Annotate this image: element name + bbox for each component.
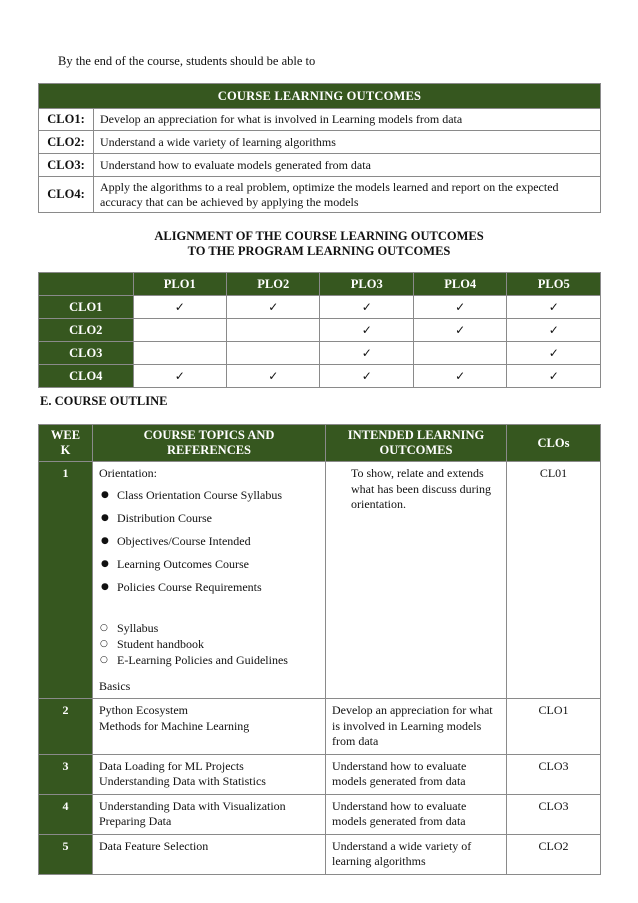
course-outline-table xyxy=(38,424,601,875)
plo-column-header: PLO4 xyxy=(413,273,506,296)
ilo-cell: Understand how to evaluate models generated from data xyxy=(326,794,507,834)
clo-row-header: CLO1 xyxy=(39,296,134,319)
check-mark-icon: ✓ xyxy=(268,299,279,314)
alignment-cell xyxy=(320,365,413,388)
alignment-cell xyxy=(507,365,601,388)
week-number: 1 xyxy=(39,462,93,699)
clo-row-header: CLO4 xyxy=(39,365,134,388)
ilo-header-line2: OUTCOMES xyxy=(379,443,453,457)
plo-column-header: PLO1 xyxy=(133,273,226,296)
check-mark-icon: ✓ xyxy=(548,299,559,314)
clo-description: Understand a wide variety of learning algorithms xyxy=(94,131,601,154)
topic-line: Understanding Data with Statistics xyxy=(99,774,266,788)
orientation-heading: Orientation: xyxy=(99,466,157,480)
list-item: ● Distribution Course xyxy=(99,511,319,534)
topic-line: Data Feature Selection xyxy=(99,838,209,853)
ilo-cell: Understand how to evaluate models generated from data xyxy=(326,754,507,794)
check-mark-icon: ✓ xyxy=(548,345,559,360)
check-mark-icon: ✓ xyxy=(268,368,279,383)
check-mark-icon: ✓ xyxy=(361,345,372,360)
check-mark-icon: ✓ xyxy=(455,322,466,337)
week-number: 3 xyxy=(39,754,93,794)
orientation-bullet-list xyxy=(99,488,319,603)
topics-cell xyxy=(93,834,326,874)
alignment-cell xyxy=(133,365,226,388)
clo-description: Develop an appreciation for what is involved in Learning models from data xyxy=(94,109,601,131)
clo-description: Apply the algorithms to a real problem, optimize the models learned and report on the expected accuracy that can be achieved by applying the models xyxy=(94,177,601,213)
alignment-title-line1: ALIGNMENT OF THE COURSE LEARNING OUTCOMES xyxy=(154,229,484,243)
check-mark-icon: ✓ xyxy=(361,322,372,337)
alignment-cell xyxy=(133,296,226,319)
list-item: ○ Student handbook xyxy=(99,637,319,653)
clo-row-header: CLO3 xyxy=(39,342,134,365)
week-number: 4 xyxy=(39,794,93,834)
clos-column-header: CLOs xyxy=(507,425,601,462)
plo-column-header: PLO2 xyxy=(227,273,320,296)
check-mark-icon: ✓ xyxy=(361,368,372,383)
list-item: ● Objectives/Course Intended xyxy=(99,534,319,557)
list-item: ● Class Orientation Course Syllabus xyxy=(99,488,319,511)
clo-cell: CLO3 xyxy=(507,754,601,794)
alignment-cell xyxy=(227,365,320,388)
clo-code: CLO3: xyxy=(39,154,94,177)
clo-table xyxy=(38,83,601,213)
topics-header-line1: COURSE TOPICS AND xyxy=(143,428,275,442)
list-item: ○ E-Learning Policies and Guidelines xyxy=(99,653,319,669)
list-item: ● Learning Outcomes Course xyxy=(99,557,319,580)
week-header-line1: WEE xyxy=(50,428,81,442)
ilo-column-header xyxy=(326,425,507,462)
basics-label: Basics xyxy=(99,678,131,693)
alignment-cell xyxy=(507,342,601,365)
ilo-cell: To show, relate and extends what has been discuss during orientation. xyxy=(326,462,507,699)
list-item: ● Policies Course Requirements xyxy=(99,580,319,603)
topics-cell xyxy=(93,794,326,834)
alignment-cell xyxy=(227,296,320,319)
alignment-corner-cell xyxy=(39,273,134,296)
clo-code: CLO4: xyxy=(39,177,94,213)
ilo-cell: Develop an appreciation for what is involved in Learning models from data xyxy=(326,699,507,755)
alignment-title-line2: TO THE PROGRAM LEARNING OUTCOMES xyxy=(187,244,451,258)
plo-column-header: PLO5 xyxy=(507,273,601,296)
alignment-cell xyxy=(413,319,506,342)
week-column-header xyxy=(39,425,93,462)
check-mark-icon: ✓ xyxy=(455,299,466,314)
topic-line: Preparing Data xyxy=(99,814,172,828)
clo-cell: CL01 xyxy=(507,462,601,699)
alignment-table xyxy=(38,272,601,388)
ilo-header-line1: INTENDED LEARNING xyxy=(347,428,485,442)
check-mark-icon: ✓ xyxy=(548,368,559,383)
course-outline-heading: E. COURSE OUTLINE xyxy=(40,394,168,408)
alignment-cell xyxy=(320,296,413,319)
topic-line: Data Loading for ML Projects xyxy=(99,758,244,773)
clo-description: Understand how to evaluate models generated from data xyxy=(94,154,601,177)
check-mark-icon: ✓ xyxy=(174,368,185,383)
topic-line: Methods for Machine Learning xyxy=(99,718,250,733)
alignment-cell xyxy=(413,365,506,388)
intro-text: By the end of the course, students should be able to xyxy=(58,54,316,68)
alignment-cell xyxy=(413,342,506,365)
clo-table-title: COURSE LEARNING OUTCOMES xyxy=(39,84,601,109)
alignment-cell xyxy=(413,296,506,319)
clo-row-header: CLO2 xyxy=(39,319,134,342)
alignment-cell xyxy=(227,319,320,342)
topics-header-line2: REFERENCES xyxy=(166,443,252,457)
check-mark-icon: ✓ xyxy=(174,299,185,314)
topic-line: Python Ecosystem xyxy=(99,703,188,717)
plo-column-header: PLO3 xyxy=(320,273,413,296)
alignment-cell xyxy=(133,342,226,365)
alignment-cell xyxy=(320,342,413,365)
clo-cell: CLO3 xyxy=(507,794,601,834)
topics-cell xyxy=(93,754,326,794)
list-item: ○ Syllabus xyxy=(99,621,319,637)
topics-cell xyxy=(93,699,326,755)
check-mark-icon: ✓ xyxy=(361,299,372,314)
clo-code: CLO1: xyxy=(39,109,94,131)
topics-cell xyxy=(93,462,326,699)
clo-cell: CLO2 xyxy=(507,834,601,874)
topic-line: Understanding Data with Visualization xyxy=(99,798,286,813)
ilo-cell: Understand a wide variety of learning algorithms xyxy=(326,834,507,874)
week-number: 5 xyxy=(39,834,93,874)
alignment-cell xyxy=(507,319,601,342)
topics-column-header xyxy=(93,425,326,462)
alignment-cell xyxy=(227,342,320,365)
clo-cell: CLO1 xyxy=(507,699,601,755)
week-header-line2: K xyxy=(60,443,71,457)
alignment-cell xyxy=(507,296,601,319)
clo-code: CLO2: xyxy=(39,131,94,154)
check-mark-icon: ✓ xyxy=(548,322,559,337)
check-mark-icon: ✓ xyxy=(455,368,466,383)
alignment-cell xyxy=(133,319,226,342)
orientation-sub-list xyxy=(99,621,319,669)
alignment-cell xyxy=(320,319,413,342)
week-number: 2 xyxy=(39,699,93,755)
